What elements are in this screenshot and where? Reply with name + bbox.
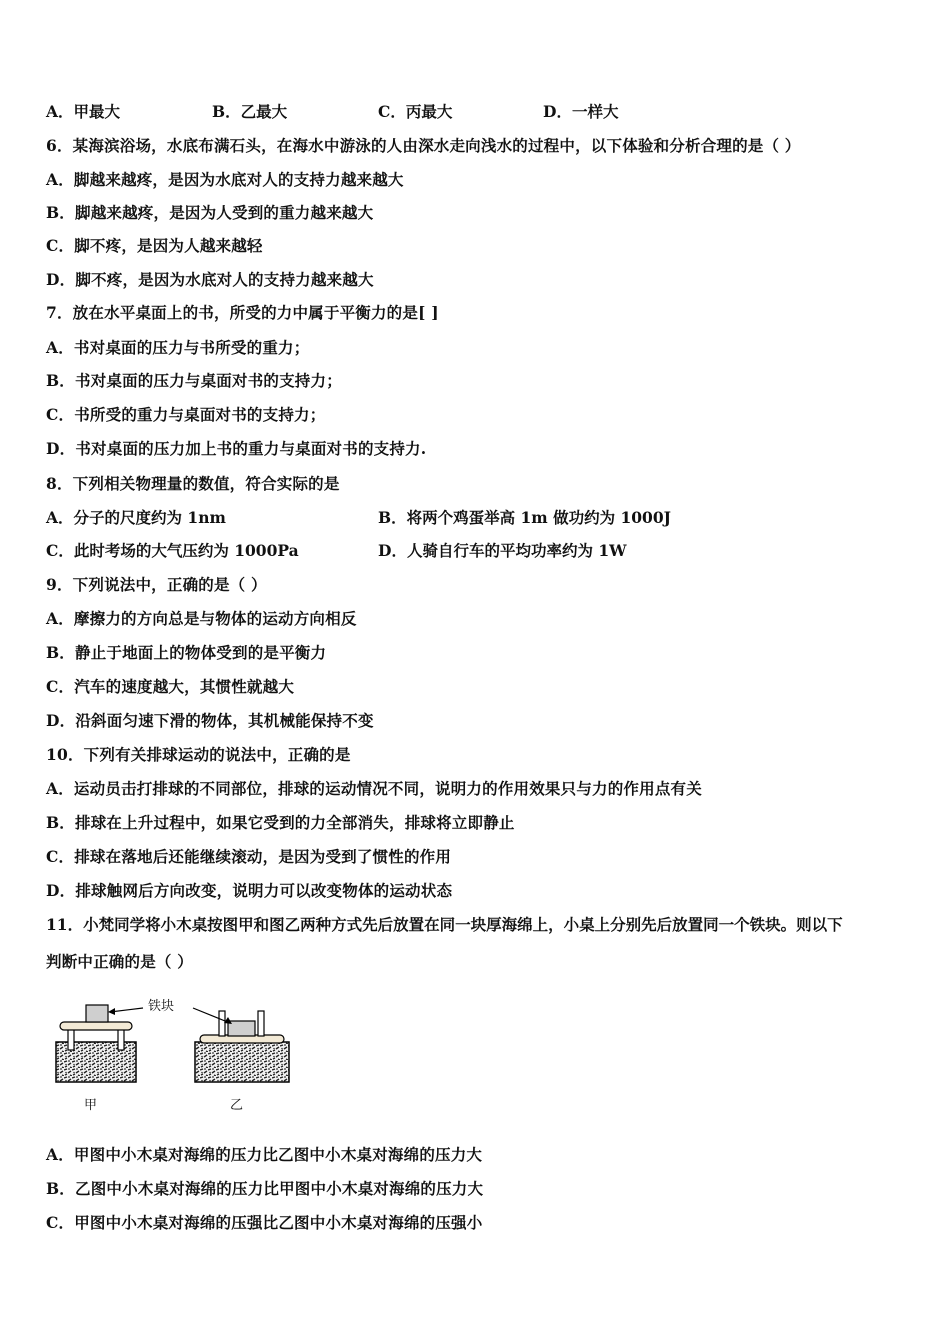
q6-option-b: B．脚越来越疼，是因为人受到的重力越来越大: [46, 203, 374, 222]
q11-stem-line1: 11．小梵同学将小木桌按图甲和图乙两种方式先后放置在同一块厚海绵上，小桌上分别先后放置同一个铁块。则以下: [46, 915, 843, 934]
figure-b: [195, 1011, 289, 1082]
q6-stem: 6．某海滨浴场，水底布满石头，在海水中游泳的人由深水走向浅水的过程中，以下体验和分析合理的是（ ）: [46, 136, 801, 155]
figure-a: [56, 1005, 136, 1082]
q6-option-a: A．脚越来越疼，是因为水底对人的支持力越来越大: [46, 170, 404, 189]
figure-b-label: 乙: [230, 1098, 244, 1113]
q10-option-b: B．排球在上升过程中，如果它受到的力全部消失，排球将立即静止: [46, 813, 515, 832]
q8-option-a: A．分子的尺度约为 1nm: [46, 508, 226, 527]
q11-figure: [48, 988, 308, 1118]
q11-option-b: B．乙图中小木桌对海绵的压力比甲图中小木桌对海绵的压力大: [46, 1179, 484, 1198]
table-leg-a2: [118, 1028, 124, 1050]
q5-option-d: D．一样大: [543, 102, 619, 121]
q8-option-d: D．人骑自行车的平均功率约为 1W: [378, 541, 627, 560]
q7-stem: 7．放在水平桌面上的书，所受的力中属于平衡力的是[ ]: [46, 303, 439, 322]
table-leg-b2: [258, 1011, 264, 1036]
iron-block-label: 铁块: [148, 999, 175, 1014]
table-top-a: [60, 1022, 132, 1030]
table-leg-a1: [68, 1028, 74, 1050]
q7-option-d: D．书对桌面的压力加上书的重力与桌面对书的支持力.: [46, 439, 427, 458]
q11-option-c: C．甲图中小木桌对海绵的压强比乙图中小木桌对海绵的压强小: [46, 1213, 483, 1232]
q7-option-b: B．书对桌面的压力与桌面对书的支持力；: [46, 371, 342, 390]
q6-option-c: C．脚不疼，是因为人越来越轻: [46, 236, 263, 255]
q9-option-c: C．汽车的速度越大，其惯性就越大: [46, 677, 295, 696]
q10-option-c: C．排球在落地后还能继续滚动，是因为受到了惯性的作用: [46, 847, 452, 866]
q5-option-c: C．丙最大: [378, 102, 453, 121]
q5-option-b: B．乙最大: [212, 102, 288, 121]
q6-option-d: D．脚不疼，是因为水底对人的支持力越来越大: [46, 270, 374, 289]
arrow-head-a: [108, 1008, 115, 1015]
q10-option-a: A．运动员击打排球的不同部位，排球的运动情况不同，说明力的作用效果只与力的作用点有关: [46, 779, 702, 798]
figure-a-label: 甲: [84, 1098, 98, 1113]
q8-option-b: B．将两个鸡蛋举高 1m 做功约为 1000J: [378, 508, 671, 527]
iron-block-a: [86, 1005, 108, 1022]
q10-stem: 10．下列有关排球运动的说法中，正确的是: [46, 745, 351, 764]
q9-option-a: A．摩擦力的方向总是与物体的运动方向相反: [46, 609, 357, 628]
q8-option-c: C．此时考场的大气压约为 1000Pa: [46, 541, 299, 560]
sponge-b: [195, 1042, 289, 1082]
q7-option-c: C．书所受的重力与桌面对书的支持力；: [46, 405, 326, 424]
q7-option-a: A．书对桌面的压力与书所受的重力；: [46, 338, 310, 357]
q10-option-d: D．排球触网后方向改变，说明力可以改变物体的运动状态: [46, 881, 453, 900]
q8-stem: 8．下列相关物理量的数值，符合实际的是: [46, 474, 340, 493]
q9-option-d: D．沿斜面匀速下滑的物体，其机械能保持不变: [46, 711, 374, 730]
q11-option-a: A．甲图中小木桌对海绵的压力比乙图中小木桌对海绵的压力大: [46, 1145, 483, 1164]
q5-option-a: A．甲最大: [46, 102, 121, 121]
q11-stem-line2: 判断中正确的是（ ）: [46, 952, 193, 971]
q9-option-b: B．静止于地面上的物体受到的是平衡力: [46, 643, 327, 662]
iron-block-b: [228, 1021, 255, 1036]
q9-stem: 9．下列说法中，正确的是（ ）: [46, 575, 267, 594]
table-leg-b1: [219, 1011, 225, 1036]
